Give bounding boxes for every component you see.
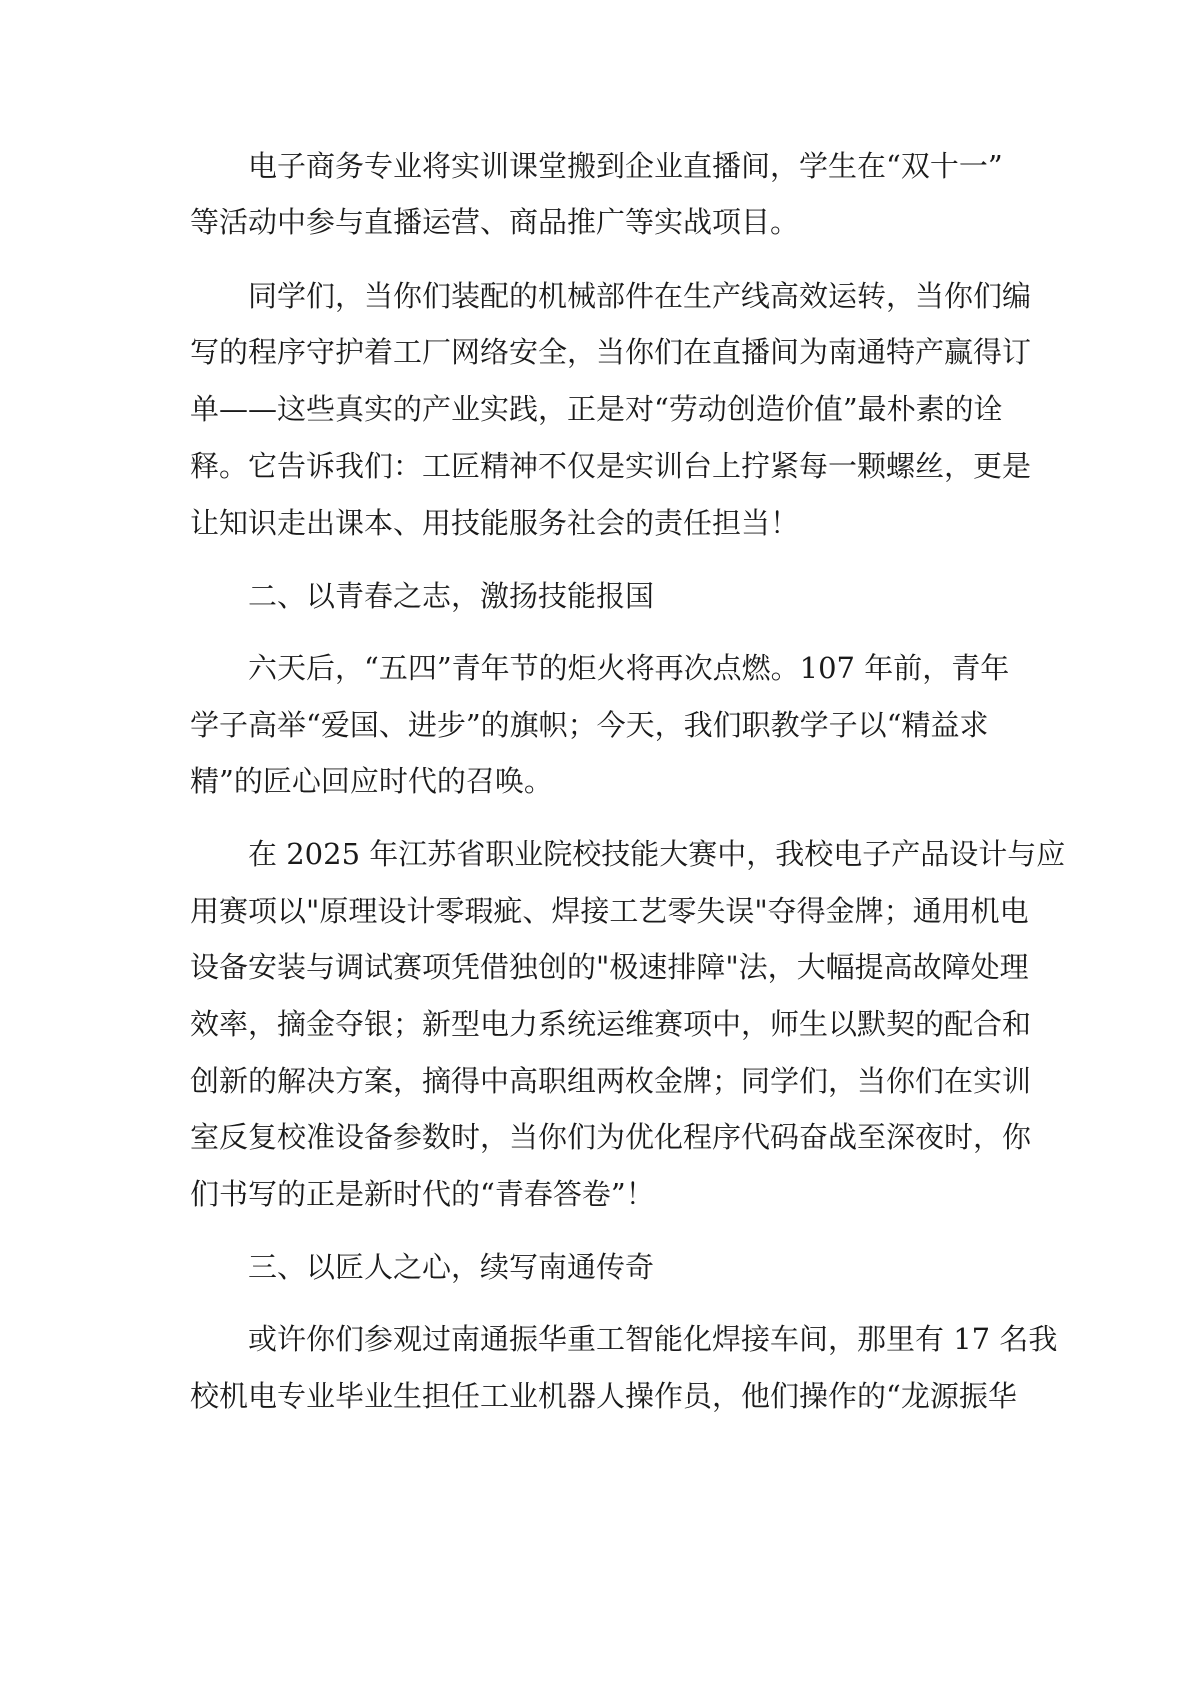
text-line: 校机电专业毕业生担任工业机器人操作员，他们操作的“龙源振华 xyxy=(190,1379,1017,1413)
text-line: 同学们，当你们装配的机械部件在生产线高效运转，当你们编 xyxy=(248,279,1032,313)
text-line: 们书写的正是新时代的“青春答卷”！ xyxy=(190,1177,655,1211)
text-line: 用赛项以"原理设计零瑕疵、焊接工艺零失误"夺得金牌；通用机电 xyxy=(190,894,1029,928)
text-line: 学子高举“爱国、进步”的旗帜；今天，我们职教学子以“精益求 xyxy=(190,708,989,742)
text-line: 电子商务专业将实训课堂搬到企业直播间，学生在“双十一” xyxy=(248,149,1003,183)
text-line: 创新的解决方案，摘得中高职组两枚金牌；同学们，当你们在实训 xyxy=(190,1064,1032,1098)
section-heading: 二、以青春之志，激扬技能报国 xyxy=(248,579,655,613)
text-line: 让知识走出课本、用技能服务社会的责任担当！ xyxy=(190,506,800,540)
text-line: 精”的匠心回应时代的召唤。 xyxy=(190,764,553,798)
text-line: 在 2025 年江苏省职业院校技能大赛中，我校电子产品设计与应 xyxy=(248,837,1066,871)
section-heading: 三、以匠人之心，续写南通传奇 xyxy=(248,1250,655,1284)
text-line: 释。它告诉我们：工匠精神不仅是实训台上拧紧每一颗螺丝，更是 xyxy=(190,449,1032,483)
text-line: 写的程序守护着工厂网络安全，当你们在直播间为南通特产赢得订 xyxy=(190,335,1032,369)
text-line: 单——这些真实的产业实践，正是对“劳动创造价值”最朴素的诠 xyxy=(190,392,1003,426)
text-line: 等活动中参与直播运营、商品推广等实战项目。 xyxy=(190,205,800,239)
text-line: 室反复校准设备参数时，当你们为优化程序代码奋战至深夜时，你 xyxy=(190,1120,1032,1154)
text-line: 六天后，“五四”青年节的炬火将再次点燃。107 年前，青年 xyxy=(248,651,1010,685)
text-line: 设备安装与调试赛项凭借独创的"极速排障"法，大幅提高故障处理 xyxy=(190,950,1029,984)
text-line: 或许你们参观过南通振华重工智能化焊接车间，那里有 17 名我 xyxy=(248,1322,1058,1356)
text-line: 效率，摘金夺银；新型电力系统运维赛项中，师生以默契的配合和 xyxy=(190,1007,1032,1041)
